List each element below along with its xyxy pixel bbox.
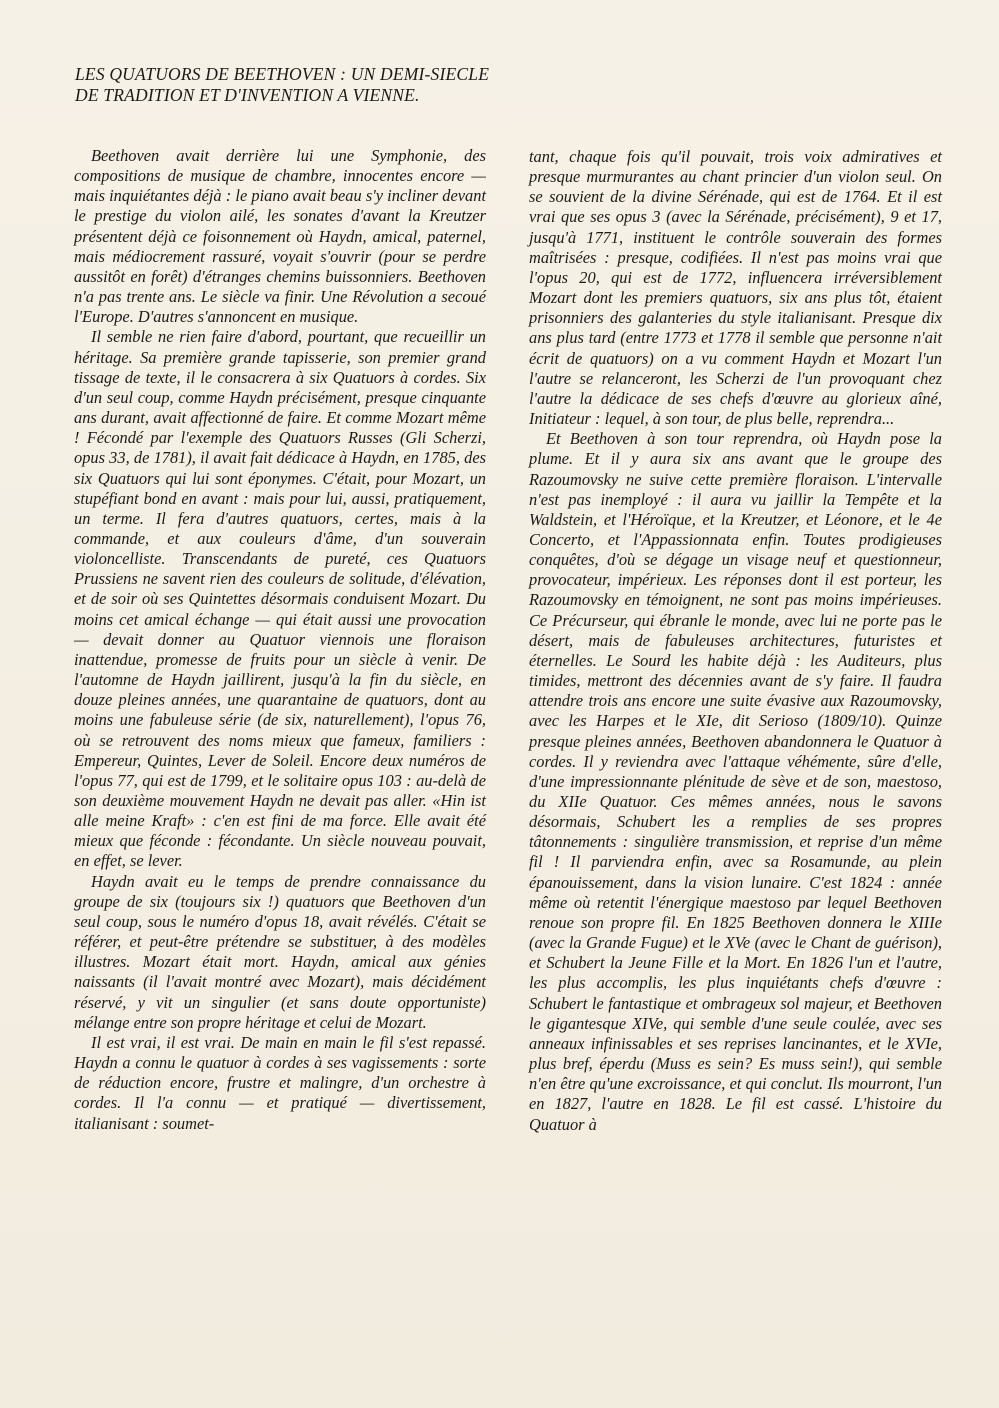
paragraph-1: Beethoven avait derrière lui une Symphonie, des compositions de musique de chambre, innocentes encore — mais inquiétantes déjà : le piano avait beau s'y incliner devant le prestige du violon ailé, les sonates d'avant la Kreutzer présentent déjà ce foisonnement où Haydn, amical, paternel, mais médiocrement rassuré, voyait s'ouvrir (pour se perdre aussitôt en forêt) d'étranges chemins buissonniers. Beethoven n'a pas trente ans. Le siècle va finir. Une Révolution a secoué l'Europe. D'autres s'annoncent en musique. — [74, 146, 486, 327]
left-column — [74, 146, 486, 1134]
paragraph-6: Et Beethoven à son tour reprendra, où Haydn pose la plume. Et il y aura six ans avant que le groupe des Razoumovsky ne suive cette première floraison. L'intervalle n'est pas inemployé : il aura vu jaillir la Tempête et la Waldstein, et l'Héroïque, et la Kreutzer, et Léonore, et le 4e Concerto, et l'Appassionnata enfin. Toutes prodigieuses conquêtes, d'où se dégage un visage neuf et questionneur, provocateur, impérieux. Les réponses dont il est porteur, les Razoumovsky en témoignent, ne sont pas moins impérieuses. Ce Précurseur, qui ébranle le monde, avec lui ne porte pas le désert, mais de fabuleuses architectures, futuristes et éternelles. Le Sourd les habite déjà : les Auditeurs, plus timides, mettront des décennies avant de s'y faire. Il faudra attendre trois ans encore une suite évasive aux Razoumovsky, avec les Harpes et le XIe, dit Serioso (1809/10). Quinze presque pleines années, Beethoven abandonnera le Quatuor à cordes. Il y reviendra avec l'attaque véhémente, sûre d'elle, d'une impressionnante plénitude de sève et de son, maestoso, du XIIe Quatuor. Ces mêmes années, nous le savons désormais, Schubert les a remplies de ses propres tâtonnements : singulière transmission, et reprise d'un même fil ! Il parviendra enfin, avec sa Rosamunde, au plein épanouissement, dans la vision lunaire. C'est 1824 : année même où retentit l'énergique maestoso par lequel Beethoven renoue son propre fil. En 1825 Beethoven donnera le XIIIe (avec la Grande Fugue) et le XVe (avec le Chant de guérison), et Schubert la Jeune Fille et la Mort. En 1826 l'un et l'autre, les plus accomplis, les plus inquiétants chefs d'œuvre : Schubert le fantastique et ombrageux sol majeur, et Beethoven le gigantesque XIVe, qui semble d'une seule coulée, avec ses anneaux infinissables et ses reprises lancinantes, et le XVIe, plus bref, éperdu (Muss es sein? Es muss sein!), qui semble n'en être qu'une excroissance, et qui conclut. Ils mourront, l'un en 1827, l'autre en 1828. Le fil est cassé. L'histoire du Quatuor à — [529, 429, 942, 1134]
article-heading: LES QUATUORS DE BEETHOVEN : UN DEMI-SIECLE DE TRADITION ET D'INVENTION A VIENNE. — [75, 64, 490, 105]
paragraph-2: Il semble ne rien faire d'abord, pourtant, que recueillir un héritage. Sa première grande tapisserie, son premier grand tissage de texte, il le consacrera à six Quatuors à cordes. Six d'un seul coup, comme Haydn précisément, presque cinquante ans durant, avait affectionné de faire. Et comme Mozart même ! Fécondé par l'exemple des Quatuors Russes (Gli Scherzi, opus 33, de 1781), il avait fait dédicace à Haydn, en 1785, des six Quatuors qui lui sont éponymes. C'était, pour Mozart, un stupéfiant bond en avant : mais pour lui, aussi, pratiquement, un terme. Il fera d'autres quatuors, certes, mais à la commande, et aux couleurs d'âme, d'un souverain violoncelliste. Transcendants de pureté, ces Quatuors Prussiens ne savent rien des couleurs de solitude, d'élévation, et de soir où ses Quintettes désormais conduisent Mozart. Du moins cet amical échange — qui était aussi une provocation — devait donner au Quatuor viennois une floraison inattendue, promesse de fruits pour un siècle à venir. De l'automne de Haydn jaillirent, jusqu'à la fin du siècle, en douze pleines années, une quarantaine de quatuors, dont au moins une fabuleuse série (de six, naturellement), l'opus 76, où se retrouvent des noms mieux que fameux, familiers : Empereur, Quintes, Lever de Soleil. Encore deux numéros de l'opus 77, qui est de 1799, et le solitaire opus 103 : au-delà de son deuxième mouvement Haydn ne devait pas aller. «Hin ist alle meine Kraft» : c'en est fini de ma force. Elle avait été mieux que féconde : fécondante. Un siècle nouveau pouvait, en effet, se lever. — [74, 327, 486, 871]
paragraph-3: Haydn avait eu le temps de prendre connaissance du groupe de six (toujours six !) quatuors que Beethoven d'un seul coup, sous le numéro d'opus 18, avait révélés. C'était se référer, et peut-être prétendre se substituer, à des modèles illustres. Mozart était mort. Haydn, amical aux génies naissants (il l'avait montré avec Mozart), mais décidément réservé, y vit un singulier (et sans doute opportuniste) mélange entre son propre héritage et celui de Mozart. — [74, 871, 486, 1032]
right-column — [529, 147, 942, 1135]
paragraph-5: tant, chaque fois qu'il pouvait, trois voix admiratives et presque murmurantes au chant princier d'un violon seul. On se souvient de la divine Sérénade, qui est de 1764. Et il est vrai que ses opus 3 (avec la Sérénade, précisément), 9 et 17, jusqu'à 1771, instituent le contrôle souverain des formes maîtrisées : presque, codifiées. Il n'est pas moins vrai que l'opus 20, qui est de 1772, influencera irréversiblement Mozart dont les premiers quatuors, six ans plus tôt, étaient prisonniers des galanteries du style italianisant. Presque dix ans plus tard (entre 1773 et 1778 il semble que personne n'ait écrit de quatuors) on a vu comment Haydn et Mozart l'un l'autre se relanceront, les Scherzi de l'un provoquant chez l'autre la dédicace de ses chefs d'œuvre au glorieux aîné, Initiateur : lequel, à son tour, de plus belle, reprendra... — [529, 147, 942, 429]
column-divider — [507, 146, 508, 1306]
paragraph-4: Il est vrai, il est vrai. De main en main le fil s'est repassé. Haydn a connu le quatuor à cordes à ses vagissements : sorte de réduction encore, frustre et malingre, d'un orchestre à cordes. Il l'a connu — et pratiqué — divertissement, italianisant : soumet- — [74, 1032, 486, 1133]
